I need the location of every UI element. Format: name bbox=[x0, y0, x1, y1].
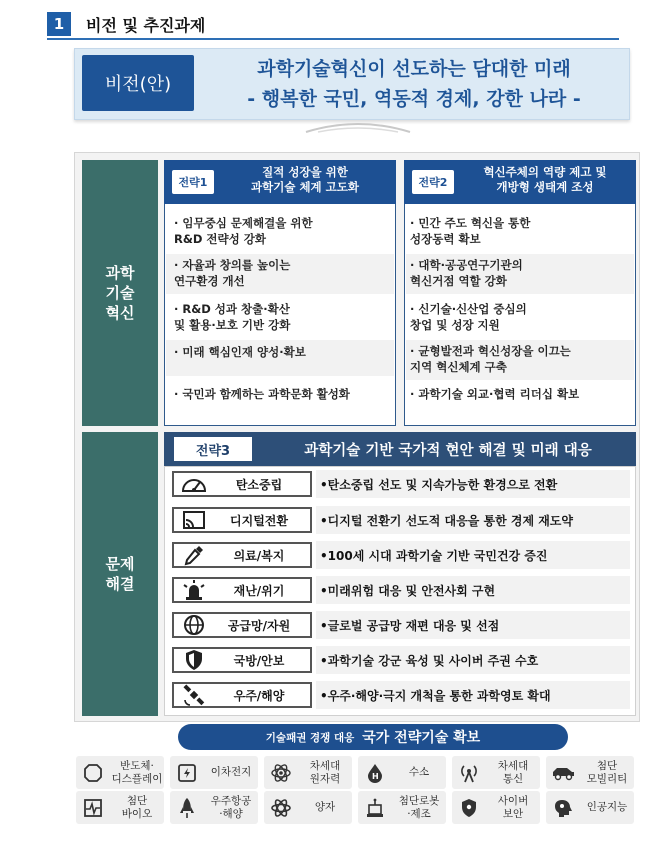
national-tech-banner bbox=[178, 724, 568, 750]
antenna-icon bbox=[452, 763, 486, 783]
tech-battery: 이차전지 bbox=[170, 756, 258, 789]
satellite-icon bbox=[174, 684, 214, 706]
battery-icon bbox=[170, 763, 204, 783]
vision-label: 비전(안) bbox=[82, 55, 194, 111]
strategy1-item: · 국민과 함께하는 과학문화 활성화 bbox=[174, 387, 350, 401]
category-line: 문제 bbox=[105, 554, 135, 573]
cast-icon bbox=[174, 510, 214, 530]
goal-text: •탄소중립 선도 및 지속가능한 환경으로 전환 bbox=[316, 470, 630, 498]
field-supply-chain: 공급망/자원 bbox=[172, 612, 312, 638]
strategy3-badge: 전략3 bbox=[174, 437, 252, 461]
hydrogen-icon bbox=[358, 763, 392, 783]
category-line: 혁신 bbox=[105, 304, 135, 323]
national-tech-prefix: 기술패권 경쟁 대응 bbox=[265, 731, 355, 744]
category-science-innovation bbox=[82, 160, 158, 426]
tech-robot: 첨단로봇 ·제조 bbox=[358, 791, 446, 824]
strategy1-title: 질적 성장을 위한 과학기술 체계 고도화 bbox=[251, 165, 359, 194]
field-space-ocean: 우주/해양 bbox=[172, 682, 312, 708]
robot-icon bbox=[358, 798, 392, 818]
goal-text: •과학기술 강군 육성 및 사이버 주권 수호 bbox=[316, 646, 630, 674]
field-defense-security: 국방/안보 bbox=[172, 647, 312, 673]
shield-icon bbox=[174, 649, 214, 671]
strategy1-item: · 미래 핵심인재 양성·확보 bbox=[174, 345, 306, 359]
svg-text:H: H bbox=[372, 771, 379, 781]
heartbeat-icon bbox=[76, 798, 110, 818]
chip-icon bbox=[76, 763, 110, 783]
strategy2-title: 혁신주체의 역량 제고 및 개방형 생태계 조성 bbox=[483, 165, 607, 194]
security-icon bbox=[452, 798, 486, 818]
category-line: 과학 bbox=[105, 263, 135, 282]
siren-icon bbox=[174, 579, 214, 601]
tech-aerospace: 우주항공 ·해양 bbox=[170, 791, 258, 824]
category-line: 기술 bbox=[105, 283, 135, 302]
strategy2-item: · 신기술·신산업 중심의 창업 및 성장 지원 bbox=[410, 302, 527, 333]
connector-arrow-icon bbox=[298, 118, 418, 138]
gauge-icon bbox=[174, 474, 214, 494]
atom-icon bbox=[264, 763, 298, 783]
section-title: 비전 및 추진과제 bbox=[86, 15, 206, 35]
section-number: 1 bbox=[47, 12, 71, 36]
globe-icon bbox=[174, 614, 214, 636]
strategy1-item: · 임무중심 문제해결을 위한 R&D 전략성 강화 bbox=[174, 216, 313, 247]
quantum-icon bbox=[264, 798, 298, 818]
vision-statement: 과학기술혁신이 선도하는 담대한 미래 bbox=[257, 58, 571, 80]
strategy3-title: 과학기술 기반 국가적 현안 해결 및 미래 대응 bbox=[304, 442, 592, 459]
dropper-icon bbox=[174, 544, 214, 566]
field-medical-welfare: 의료/복지 bbox=[172, 542, 312, 568]
national-tech-title: 국가 전략기술 확보 bbox=[362, 730, 481, 746]
strategy2-item: · 대학·공공연구기관의 혁신거점 역할 강화 bbox=[410, 258, 523, 289]
tech-bio: 첨단 바이오 bbox=[76, 791, 164, 824]
strategy1-badge: 전략1 bbox=[172, 170, 214, 194]
field-disaster-crisis: 재난/위기 bbox=[172, 577, 312, 603]
goal-text: •우주·해양·극지 개척을 통한 과학영토 확대 bbox=[316, 681, 630, 709]
tech-telecom: 차세대 통신 bbox=[452, 756, 540, 789]
rocket-icon bbox=[170, 797, 204, 819]
strategy1-item: · R&D 성과 창출·확산 및 활용·보호 기반 강화 bbox=[174, 302, 291, 333]
car-icon bbox=[546, 765, 580, 781]
goal-text: •미래위험 대응 및 안전사회 구현 bbox=[316, 576, 630, 604]
tech-cybersecurity: 사이버 보안 bbox=[452, 791, 540, 824]
tech-quantum: 양자 bbox=[264, 791, 352, 824]
strategy1-item: · 자율과 창의를 높이는 연구환경 개선 bbox=[174, 258, 291, 289]
category-line: 해결 bbox=[105, 575, 135, 593]
goal-text: •글로벌 공급망 재편 대응 및 선점 bbox=[316, 611, 630, 639]
tech-ai: 인공지능 bbox=[546, 791, 634, 824]
goal-text: •디지털 전환기 선도적 대응을 통한 경제 재도약 bbox=[316, 506, 630, 534]
strategy2-item: · 과학기술 외교·협력 리더십 확보 bbox=[410, 387, 580, 401]
tech-mobility: 첨단 모빌리티 bbox=[546, 756, 634, 789]
strategy2-item: · 민간 주도 혁신을 통한 성장동력 확보 bbox=[410, 216, 531, 247]
strategy2-item: · 균형발전과 혁신성장을 이끄는 지역 혁신체계 구축 bbox=[410, 344, 571, 375]
field-carbon-neutral: 탄소중립 bbox=[172, 471, 312, 497]
tech-nuclear: 차세대 원자력 bbox=[264, 756, 352, 789]
ai-icon bbox=[546, 798, 580, 818]
vision-subtitle: - 행복한 국민, 역동적 경제, 강한 나라 - bbox=[247, 88, 581, 110]
tech-semiconductor: 반도체· 디스플레이 bbox=[76, 756, 164, 789]
category-problem-solving bbox=[82, 432, 158, 716]
section-underline bbox=[47, 38, 619, 40]
goal-text: •100세 시대 과학기술 기반 국민건강 증진 bbox=[316, 541, 630, 569]
field-digital-transition: 디지털전환 bbox=[172, 507, 312, 533]
tech-hydrogen: H 수소 bbox=[358, 756, 446, 789]
strategy2-badge: 전략2 bbox=[412, 170, 454, 194]
